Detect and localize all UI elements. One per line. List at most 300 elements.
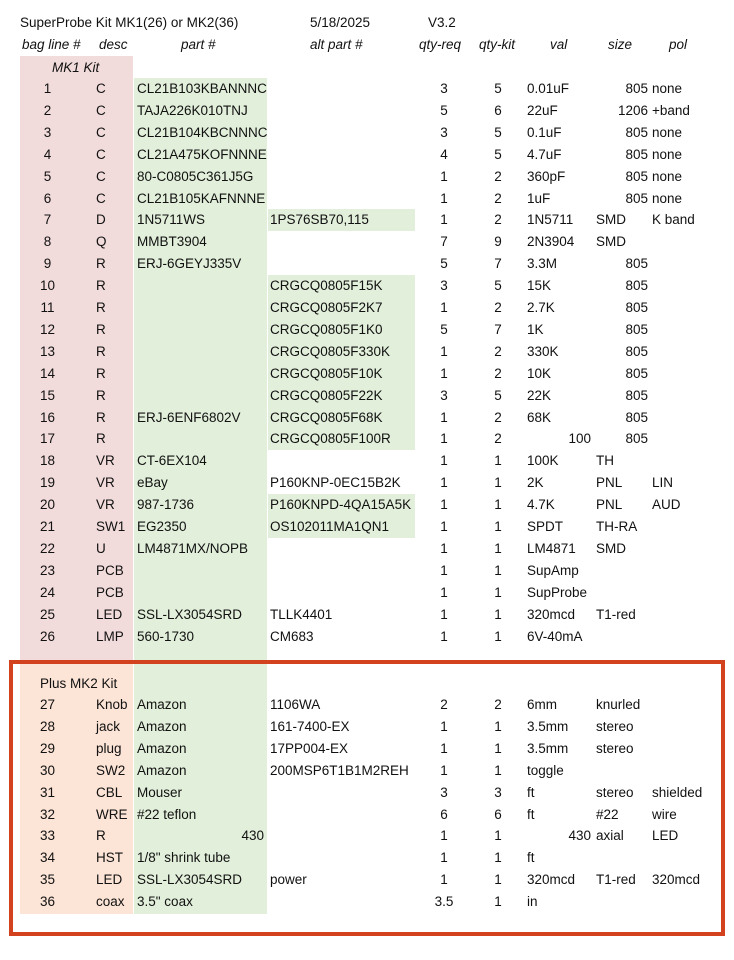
table-row [0,166,734,188]
desc-cell: C [96,124,106,140]
value-cell: toggle [527,762,564,778]
desc-cell: R [96,409,106,425]
desc-cell: R [96,256,106,272]
desc-cell: VR [96,497,115,513]
size-cell: 1206 [617,102,648,118]
desc-cell: PCB [96,562,124,578]
line-number-cell: 27 [39,697,56,712]
line-number-cell: 18 [39,453,56,469]
size-cell: PNL [596,497,623,513]
qty-req-cell: 1 [440,453,448,469]
alt-part-cell: CRGCQ0805F330K [270,343,391,359]
desc-cell: R [96,828,106,844]
alt-part-cell: OS102011MA1QN1 [270,519,390,534]
qty-req-cell: 1 [440,409,448,425]
polarity-cell: shielded [652,784,703,800]
desc-cell: D [96,212,106,228]
alt-part-cell: CM683 [270,628,314,644]
value-cell: 4.7uF [527,146,562,162]
table-row [0,516,734,538]
table-row [0,297,734,319]
qty-req-cell: 3 [440,81,448,96]
size-cell: 805 [625,321,648,337]
qty-req-cell: 1 [440,168,448,184]
size-cell: 805 [625,190,648,206]
table-row [0,209,734,231]
value-cell: 330K [527,343,559,359]
alt-part-cell: CRGCQ0805F100R [270,431,391,447]
qty-kit-cell: 1 [494,584,502,600]
size-cell: TH [596,453,614,469]
size-cell: stereo [596,718,634,734]
alt-part-cell: CRGCQ0805F68K [270,409,383,425]
size-cell: stereo [596,784,634,800]
table-row [0,494,734,516]
qty-kit-cell: 7 [494,256,502,272]
table-row [0,385,734,407]
polarity-cell: K band [652,212,695,228]
part-number-cell: CL21A475KOFNNNE [137,146,267,162]
qty-req-cell: 1 [440,872,448,888]
qty-kit-cell: 1 [494,828,502,844]
header-part: part # [181,37,216,52]
line-number-cell: 24 [39,584,56,600]
polarity-cell: 320mcd [652,872,701,888]
qty-req-cell: 1 [440,300,448,315]
value-cell: ft [527,784,535,800]
desc-cell: R [96,278,106,294]
value-cell: 3.3M [527,256,558,272]
desc-cell: SW1 [96,519,126,534]
desc-cell: LED [96,606,123,622]
qty-kit-cell: 2 [494,190,502,206]
desc-cell: C [96,146,106,162]
desc-cell: C [96,168,106,184]
qty-req-cell: 5 [440,102,448,118]
size-cell: 805 [625,431,648,447]
desc-cell: VR [96,453,115,469]
desc-cell: HST [96,850,123,866]
line-number-cell: 9 [43,256,52,272]
table-row [0,363,734,385]
qty-req-cell: 3 [440,784,448,800]
desc-cell: R [96,387,106,403]
table-row [0,782,734,804]
line-number-cell: 30 [39,762,56,778]
qty-req-cell: 1 [440,584,448,600]
part-number-cell: EG2350 [137,519,187,534]
desc-cell: Knob [96,697,128,712]
value-cell: 100K [527,453,559,469]
table-row [0,122,734,144]
value-cell: 320mcd [527,606,576,622]
qty-kit-cell: 1 [494,475,502,491]
qty-req-cell: 1 [440,606,448,622]
size-cell: T1-red [596,872,636,888]
alt-part-cell: CRGCQ0805F15K [270,278,383,294]
size-cell: stereo [596,740,634,756]
size-cell: 805 [625,343,648,359]
size-cell: 805 [625,146,648,162]
table-row [0,253,734,275]
table-row [0,144,734,166]
part-number-cell: CL21B104KBCNNNC [137,124,268,140]
polarity-cell: none [652,146,683,162]
alt-part-cell: CRGCQ0805F22K [270,387,383,403]
line-number-cell: 13 [39,343,56,359]
table-row [0,847,734,869]
desc-cell: R [96,321,106,337]
qty-kit-cell: 7 [494,321,502,337]
line-number-cell: 34 [39,850,56,866]
qty-req-cell: 1 [440,562,448,578]
qty-req-cell: 1 [440,212,448,228]
line-number-cell: 14 [39,365,56,381]
desc-cell: jack [96,718,121,734]
value-cell: 360pF [527,168,566,184]
value-cell: LM4871 [527,540,576,556]
desc-cell: coax [96,894,125,910]
header-val: val [550,37,568,52]
value-cell: 3.5mm [527,740,569,756]
alt-part-cell: 17PP004-EX [270,740,349,756]
qty-req-cell: 1 [440,540,448,556]
value-cell: 320mcd [527,872,576,888]
alt-part-cell: CRGCQ0805F1K0 [270,321,383,337]
qty-req-cell: 5 [440,256,448,272]
part-number-cell: SSL-LX3054SRD [137,606,243,622]
qty-req-cell: 1 [440,828,448,844]
size-cell: SMD [596,540,626,556]
size-cell: 805 [625,300,648,315]
qty-req-cell: 1 [440,190,448,206]
part-number-cell: Amazon [137,762,187,778]
qty-kit-cell: 1 [494,606,502,622]
part-number-cell: CL21B103KBANNNC [137,81,267,96]
qty-req-cell: 1 [440,762,448,778]
qty-kit-cell: 1 [494,762,502,778]
qty-req-cell: 7 [440,234,448,250]
qty-kit-cell: 9 [494,234,502,250]
polarity-cell: none [652,168,683,184]
qty-kit-cell: 1 [494,872,502,888]
qty-req-cell: 3 [440,124,448,140]
size-cell: 805 [625,168,648,184]
polarity-cell: none [652,81,683,96]
polarity-cell: LIN [652,475,674,491]
table-row [0,560,734,582]
table-row [0,319,734,341]
qty-kit-cell: 3 [494,784,502,800]
table-row [0,428,734,450]
alt-part-cell: power [270,872,307,888]
qty-kit-cell: 1 [494,562,502,578]
table-row [0,407,734,429]
qty-req-cell: 3 [440,278,448,294]
value-cell: 430 [568,828,591,844]
value-cell: 0.01uF [527,81,570,96]
desc-cell: LED [96,872,123,888]
alt-part-cell: CRGCQ0805F10K [270,365,383,381]
header-alt-part: alt part # [310,37,363,52]
line-number-cell: 10 [39,278,56,294]
value-cell: 100 [568,431,591,447]
table-row [0,538,734,560]
table-row [0,869,734,891]
alt-part-cell: P160KNPD-4QA15A5K [270,497,412,513]
line-number-cell: 4 [43,146,52,162]
desc-cell: VR [96,475,115,491]
size-cell: 805 [625,256,648,272]
alt-part-cell: 200MSP6T1B1M2REH [270,762,409,778]
part-number-cell: 3.5" coax [137,894,193,910]
line-number-cell: 11 [40,300,55,315]
polarity-cell: none [652,124,683,140]
value-cell: 68K [527,409,552,425]
table-row [0,341,734,363]
table-row [0,582,734,604]
value-cell: SupProbe [527,584,588,600]
value-cell: 1N5711 [527,212,574,228]
qty-kit-cell: 1 [494,497,502,513]
table-row [0,604,734,626]
desc-cell: PCB [96,584,124,600]
qty-req-cell: 1 [440,431,448,447]
alt-part-cell: 161-7400-EX [270,718,350,734]
part-number-cell: 987-1736 [137,497,195,513]
size-cell: 805 [625,387,648,403]
desc-cell: R [96,365,106,381]
alt-part-cell: P160KNP-0EC15B2K [270,475,401,491]
qty-kit-cell: 1 [494,453,502,469]
size-cell: SMD [596,234,626,250]
desc-cell: R [96,431,106,447]
part-number-cell: 1N5711WS [137,212,206,228]
qty-kit-cell: 2 [494,300,502,315]
size-cell: 805 [625,81,648,96]
qty-kit-cell: 5 [494,387,502,403]
part-number-cell: CT-6EX104 [137,453,207,469]
line-number-cell: 23 [39,562,56,578]
table-row [0,78,734,100]
line-number-cell: 3 [43,124,52,140]
line-number-cell: 2 [43,102,52,118]
polarity-cell: none [652,190,683,206]
value-cell: 15K [527,278,552,294]
line-number-cell: 8 [43,234,52,250]
qty-kit-cell: 1 [494,519,502,534]
polarity-cell: +band [652,102,690,118]
alt-part-cell: TLLK4401 [270,606,333,622]
value-cell: 0.1uF [527,124,562,140]
table-row [0,738,734,760]
line-number-cell: 22 [39,540,56,556]
qty-req-cell: 1 [440,740,448,756]
qty-req-cell: 1 [440,475,448,491]
qty-req-cell: 1 [440,850,448,866]
size-cell: 805 [625,124,648,140]
header-bag-line: bag line # [22,37,81,52]
line-number-cell: 28 [39,718,56,734]
value-cell: SupAmp [527,562,579,578]
qty-kit-cell: 1 [494,540,502,556]
qty-kit-cell: 6 [494,102,502,118]
alt-part-cell: CRGCQ0805F2K7 [270,300,383,315]
desc-cell: C [96,190,106,206]
part-number-cell: 1/8" shrink tube [137,850,231,866]
part-number-cell: 80-C0805C361J5G [137,168,254,184]
mk1-section-label: MK1 Kit [52,60,100,75]
line-number-cell: 35 [39,872,56,888]
line-number-cell: 7 [43,212,52,228]
qty-kit-cell: 2 [494,212,502,228]
value-cell: 2K [527,475,544,491]
table-row [0,760,734,782]
qty-kit-cell: 2 [494,343,502,359]
size-cell: PNL [596,475,623,491]
part-number-cell: Amazon [137,740,187,756]
desc-cell: CBL [96,784,123,800]
size-cell: SMD [596,212,626,228]
polarity-cell: LED [652,828,679,844]
table-row [0,188,734,210]
desc-cell: U [96,540,106,556]
table-row [0,450,734,472]
desc-cell: WRE [96,806,128,822]
qty-req-cell: 4 [440,146,448,162]
header-qty-kit: qty-kit [479,37,516,52]
line-number-cell: 20 [39,497,56,513]
desc-cell: plug [96,740,122,756]
size-cell: T1-red [596,606,636,622]
polarity-cell: wire [652,806,677,822]
sheet-version: V3.2 [428,15,456,30]
qty-req-cell: 5 [440,321,448,337]
part-number-cell: MMBT3904 [137,234,207,250]
part-number-cell: 560-1730 [137,628,195,644]
value-cell: 22uF [527,102,558,118]
value-cell: ft [527,850,535,866]
line-number-cell: 6 [43,190,52,206]
part-number-cell: ERJ-6ENF6802V [137,409,241,425]
size-cell: 805 [625,365,648,381]
value-cell: 6mm [527,697,557,712]
qty-req-cell: 1 [440,365,448,381]
qty-kit-cell: 1 [494,740,502,756]
qty-kit-cell: 5 [494,278,502,294]
qty-kit-cell: 1 [494,628,502,644]
qty-kit-cell: 1 [494,718,502,734]
value-cell: 6V-40mA [527,628,583,644]
header-pol: pol [669,37,688,52]
table-row [0,231,734,253]
size-cell: 805 [625,409,648,425]
table-row [0,716,734,738]
line-number-cell: 21 [39,519,56,534]
line-number-cell: 36 [39,894,56,910]
part-number-cell: eBay [137,475,168,491]
qty-req-cell: 1 [440,519,448,534]
desc-cell: LMP [96,628,124,644]
value-cell: 2.7K [527,300,555,315]
part-number-cell: ERJ-6GEYJ335V [137,256,242,272]
qty-kit-cell: 2 [494,697,502,712]
value-cell: 22K [527,387,552,403]
qty-req-cell: 3.5 [434,894,454,910]
part-number-cell: #22 teflon [137,806,197,822]
desc-cell: R [96,300,106,315]
header-size: size [608,37,633,52]
line-number-cell: 32 [39,806,56,822]
value-cell: 1uF [527,190,551,206]
desc-cell: SW2 [96,762,126,778]
value-cell: in [527,894,538,910]
qty-kit-cell: 2 [494,168,502,184]
desc-cell: C [96,81,106,96]
value-cell: SPDT [527,519,564,534]
part-number-cell: LM4871MX/NOPB [137,540,249,556]
desc-cell: C [96,102,106,118]
qty-kit-cell: 2 [494,409,502,425]
size-cell: 805 [625,278,648,294]
table-row [0,804,734,826]
part-number-cell: TAJA226K010TNJ [137,102,248,118]
qty-req-cell: 6 [440,806,448,822]
table-row [0,694,734,716]
desc-cell: Q [96,234,107,250]
line-number-cell: 17 [39,431,56,447]
value-cell: 1K [527,321,544,337]
part-number-cell: 430 [241,828,264,844]
qty-req-cell: 1 [440,718,448,734]
sheet-title: SuperProbe Kit MK1(26) or MK2(36) [20,15,239,30]
line-number-cell: 5 [43,168,52,184]
table-row [0,100,734,122]
qty-kit-cell: 5 [494,124,502,140]
line-number-cell: 29 [39,740,56,756]
table-row [0,626,734,648]
sheet-date: 5/18/2025 [310,15,371,30]
part-number-cell: Amazon [137,697,187,712]
table-row [0,275,734,297]
part-number-cell: SSL-LX3054SRD [137,872,243,888]
qty-kit-cell: 6 [494,806,502,822]
polarity-cell: AUD [652,497,681,513]
qty-kit-cell: 1 [494,850,502,866]
mk2-section-label: Plus MK2 Kit [40,676,118,691]
line-number-cell: 25 [39,606,56,622]
line-number-cell: 16 [39,409,56,425]
qty-req-cell: 1 [440,343,448,359]
qty-kit-cell: 1 [494,894,502,910]
size-cell: axial [596,828,624,844]
value-cell: 3.5mm [527,718,569,734]
qty-req-cell: 3 [440,387,448,403]
value-cell: ft [527,806,535,822]
qty-req-cell: 1 [440,497,448,513]
part-number-cell: Mouser [137,784,183,800]
qty-kit-cell: 5 [494,81,502,96]
line-number-cell: 1 [43,81,52,96]
header-desc: desc [99,37,128,52]
qty-kit-cell: 5 [494,146,502,162]
alt-part-cell: 1106WA [270,697,321,712]
header-qty-req: qty-req [419,37,462,52]
table-row [0,891,734,913]
value-cell: 4.7K [527,497,555,513]
qty-req-cell: 2 [440,697,448,712]
line-number-cell: 33 [39,828,56,844]
